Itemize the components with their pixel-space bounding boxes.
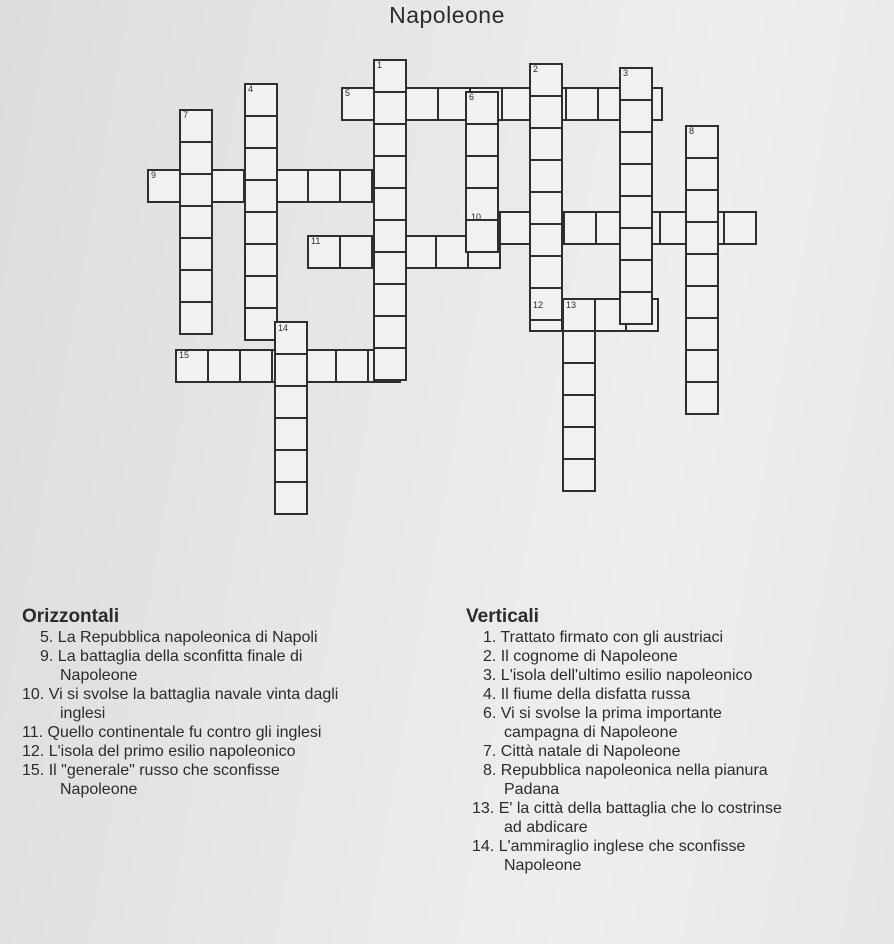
grid-cell[interactable]	[275, 482, 307, 514]
grid-cell[interactable]	[620, 164, 652, 196]
grid-cell[interactable]	[566, 88, 598, 120]
down-clue-6: 6. Vi si svolse la prima importante	[483, 705, 722, 722]
grid-number: 14	[278, 323, 289, 333]
grid-cell[interactable]	[245, 116, 277, 148]
grid-cell[interactable]	[466, 124, 498, 156]
grid-cell[interactable]	[436, 236, 468, 268]
grid-cell[interactable]	[308, 170, 340, 202]
grid-cell[interactable]	[212, 170, 244, 202]
grid-cell[interactable]	[374, 284, 406, 316]
down-clue-2: 2. Il cognome di Napoleone	[483, 648, 678, 665]
across-clue-9-cont: Napoleone	[60, 667, 138, 684]
down-clue-1: 1. Trattato firmato con gli austriaci	[483, 629, 724, 646]
grid-number: 3	[623, 68, 629, 78]
grid-number: 11	[311, 236, 321, 246]
grid-cell[interactable]	[240, 350, 272, 382]
grid-cell[interactable]	[620, 228, 652, 260]
grid-cell[interactable]	[276, 170, 308, 202]
grid-cell[interactable]	[530, 96, 562, 128]
grid-cell[interactable]	[180, 206, 212, 238]
grid-cell[interactable]	[180, 238, 212, 270]
grid-number: 4	[248, 84, 254, 94]
grid-cell[interactable]	[180, 270, 212, 302]
grid-cell[interactable]	[374, 348, 406, 380]
down-clue-8-cont: Padana	[504, 781, 560, 798]
grid-cell[interactable]	[374, 316, 406, 348]
grid-cell[interactable]	[245, 244, 277, 276]
grid-cell[interactable]	[374, 252, 406, 284]
page-title: Napoleone	[389, 2, 505, 28]
grid-number: 5	[345, 88, 351, 98]
grid-cell[interactable]	[620, 100, 652, 132]
grid-cell[interactable]	[564, 212, 596, 244]
grid-cell[interactable]	[686, 254, 718, 286]
grid-cell[interactable]	[404, 236, 436, 268]
grid-cell[interactable]	[340, 236, 372, 268]
down-clue-6-cont: campagna di Napoleone	[504, 724, 678, 741]
grid-number: 9	[151, 170, 157, 180]
grid-number: 6	[469, 92, 475, 102]
grid-cell[interactable]	[340, 170, 372, 202]
grid-number: 13	[566, 300, 577, 310]
grid-cell[interactable]	[530, 160, 562, 192]
grid-cell[interactable]	[374, 156, 406, 188]
across-heading: Orizzontali	[22, 606, 120, 627]
grid-cell[interactable]	[563, 427, 595, 459]
grid-number: 1	[377, 60, 383, 70]
across-clue-15: 15. Il "generale" russo che sconfisse	[22, 762, 280, 779]
across-clue-5: 5. La Repubblica napoleonica di Napoli	[40, 629, 318, 646]
grid-cell[interactable]	[686, 222, 718, 254]
across-clue-15-cont: Napoleone	[60, 781, 138, 798]
down-clue-14-cont: Napoleone	[504, 857, 582, 874]
grid-cell[interactable]	[336, 350, 368, 382]
grid-cell[interactable]	[530, 128, 562, 160]
grid-cell[interactable]	[180, 174, 212, 206]
grid-cell[interactable]	[275, 450, 307, 482]
grid-cell[interactable]	[500, 212, 532, 244]
grid-number: 10	[471, 212, 482, 222]
grid-number: 7	[183, 110, 189, 120]
grid-cell[interactable]	[530, 224, 562, 256]
down-clue-7: 7. Città natale di Napoleone	[483, 743, 681, 760]
grid-cell[interactable]	[530, 192, 562, 224]
down-clue-13-cont: ad abdicare	[504, 819, 588, 836]
grid-cell[interactable]	[620, 132, 652, 164]
grid-cell[interactable]	[466, 156, 498, 188]
grid-cell[interactable]	[180, 142, 212, 174]
grid-cell[interactable]	[245, 180, 277, 212]
grid-cell[interactable]	[686, 318, 718, 350]
grid-cell[interactable]	[374, 124, 406, 156]
grid-cell[interactable]	[724, 212, 756, 244]
across-clue-12: 12. L'isola del primo esilio napoleonico	[22, 743, 296, 760]
grid-cell[interactable]	[686, 158, 718, 190]
grid-cell[interactable]	[686, 382, 718, 414]
grid-cell[interactable]	[180, 302, 212, 334]
down-clue-3: 3. L'isola dell'ultimo esilio napoleonico	[483, 667, 753, 684]
grid-cell[interactable]	[275, 354, 307, 386]
grid-cell[interactable]	[275, 386, 307, 418]
grid-cell[interactable]	[620, 196, 652, 228]
grid-cell[interactable]	[245, 148, 277, 180]
down-clue-13: 13. E' la città della battaglia che lo costrinse	[472, 800, 782, 817]
grid-cell[interactable]	[686, 350, 718, 382]
grid-number: 15	[179, 350, 190, 360]
grid-cell[interactable]	[374, 188, 406, 220]
grid-cell[interactable]	[563, 363, 595, 395]
grid-cell[interactable]	[406, 88, 438, 120]
grid-cell[interactable]	[245, 308, 277, 340]
down-heading: Verticali	[466, 606, 539, 627]
grid-number: 8	[689, 126, 695, 136]
grid-number: 2	[533, 64, 539, 74]
grid-cell[interactable]	[208, 350, 240, 382]
across-clue-11: 11. Quello continentale fu contro gli inglesi	[22, 724, 322, 741]
grid-cell[interactable]	[563, 459, 595, 491]
grid-cell[interactable]	[686, 190, 718, 222]
grid-cell[interactable]	[620, 260, 652, 292]
across-clue-10: 10. Vi si svolse la battaglia navale vinta dagli	[22, 686, 339, 703]
down-clue-8: 8. Repubblica napoleonica nella pianura	[483, 762, 768, 779]
down-clue-4: 4. Il fiume della disfatta russa	[483, 686, 691, 703]
grid-cell[interactable]	[530, 256, 562, 288]
grid-cell[interactable]	[304, 350, 336, 382]
grid-cell[interactable]	[374, 220, 406, 252]
grid-cell[interactable]	[275, 418, 307, 450]
across-clue-9: 9. La battaglia della sconfitta finale di	[40, 648, 303, 665]
grid-cell[interactable]	[620, 292, 652, 324]
grid-cell[interactable]	[686, 286, 718, 318]
across-clue-10-cont: inglesi	[60, 705, 106, 722]
grid-cell[interactable]	[563, 331, 595, 363]
grid-number: 12	[533, 300, 544, 310]
grid-cell[interactable]	[245, 212, 277, 244]
grid-cell[interactable]	[563, 395, 595, 427]
grid-cell[interactable]	[466, 220, 498, 252]
grid-cell[interactable]	[374, 92, 406, 124]
down-clue-14: 14. L'ammiraglio inglese che sconfisse	[472, 838, 746, 855]
grid-cell[interactable]	[245, 276, 277, 308]
